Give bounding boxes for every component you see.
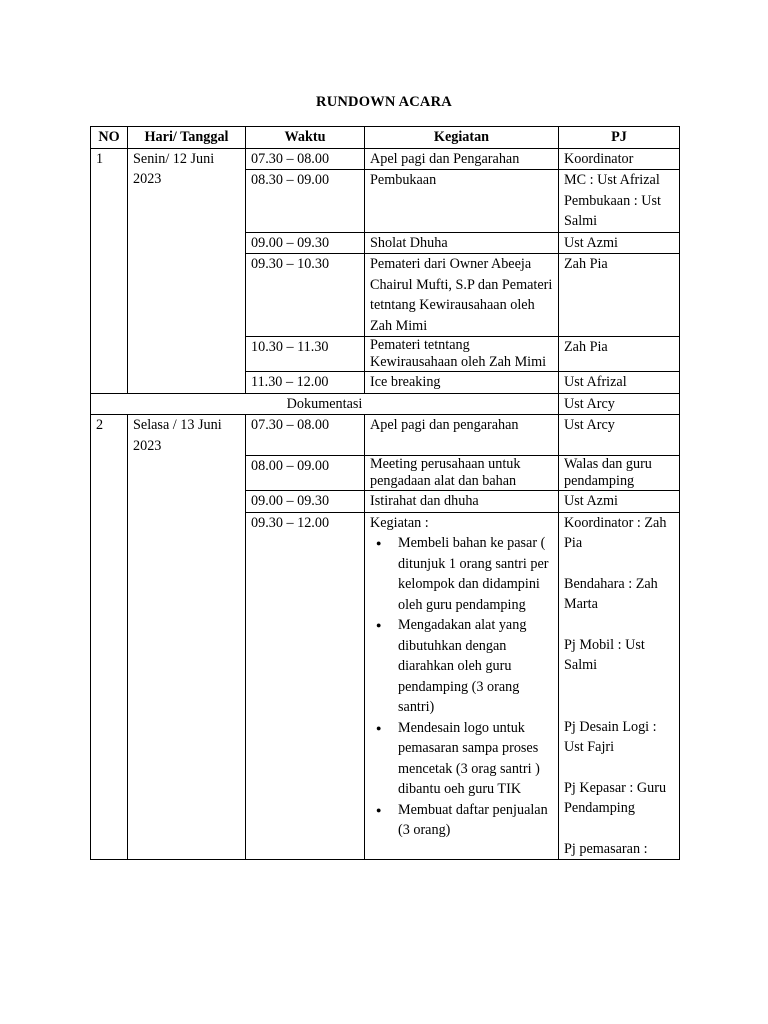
time-cell: 09.30 – 12.00 — [246, 512, 365, 860]
pj-cell: Koordinator — [559, 148, 680, 170]
table-row — [91, 415, 680, 456]
pj-car: Pj Mobil : Ust Salmi — [564, 636, 645, 673]
pj-cell: Ust Arcy — [559, 415, 680, 456]
pj-cell: Ust Arcy — [559, 393, 680, 415]
activity-intro: Kegiatan : — [370, 514, 429, 531]
day-number: 2 — [91, 415, 128, 860]
activity-cell: Ice breaking — [365, 372, 559, 394]
pj-cell: Zah Pia — [559, 337, 680, 372]
time-cell: 08.00 – 09.00 — [246, 456, 365, 491]
activity-cell: Pemateri dari Owner Abeeja Chairul Mufti, S.P dan Pemateri tetntang Kewirausahaan oleh Zah Mimi — [365, 254, 559, 337]
time-cell: 11.30 – 12.00 — [246, 372, 365, 394]
time-cell: 10.30 – 11.30 — [246, 337, 365, 372]
time-cell: 07.30 – 08.00 — [246, 148, 365, 170]
documentation-row — [91, 393, 680, 415]
header-day: Hari/ Tanggal — [128, 127, 246, 149]
pj-cell: Ust Azmi — [559, 232, 680, 254]
activity-cell: Apel pagi dan pengarahan — [365, 415, 559, 456]
pj-market: Pj Kepasar : Guru Pendamping — [564, 779, 667, 816]
activity-cell: Meeting perusahaan untuk pengadaan alat dan bahan — [365, 456, 559, 491]
documentation-label: Dokumentasi — [91, 393, 559, 415]
day-date: Senin/ 12 Juni 2023 — [128, 148, 246, 393]
list-item: ● Membeli bahan ke pasar ( ditunjuk 1 orang santri per kelompok dan didampini oleh guru pendamping — [398, 533, 553, 615]
table-row — [91, 148, 680, 170]
day-date: Selasa / 13 Juni 2023 — [128, 415, 246, 860]
activity-cell: Sholat Dhuha — [365, 232, 559, 254]
list-item: ● Mendesain logo untuk pemasaran sampa proses mencetak (3 orag santri ) dibantu oeh guru TIK — [398, 718, 553, 800]
pj-cell: MC : Ust Afrizal Pembukaan : Ust Salmi — [559, 170, 680, 233]
time-cell: 07.30 – 08.00 — [246, 415, 365, 456]
time-cell: 09.00 – 09.30 — [246, 232, 365, 254]
time-cell: 08.30 – 09.00 — [246, 170, 365, 233]
header-time: Waktu — [246, 127, 365, 149]
pj-cell: Zah Pia — [559, 254, 680, 337]
pj-coordinator: Koordinator : Zah Pia — [564, 514, 667, 551]
pj-cell: Walas dan guru pendamping — [559, 456, 680, 491]
header-no: NO — [91, 127, 128, 149]
pj-logo-design: Pj Desain Logi : Ust Fajri — [564, 718, 657, 755]
pj-cell: Ust Afrizal — [559, 372, 680, 394]
activity-cell — [365, 512, 559, 860]
pj-treasurer: Bendahara : Zah Marta — [564, 575, 658, 612]
activity-cell: Apel pagi dan Pengarahan — [365, 148, 559, 170]
rundown-table — [90, 126, 680, 860]
time-cell: 09.30 – 10.30 — [246, 254, 365, 337]
pj-marketing: Pj pemasaran : — [564, 840, 648, 857]
day-number: 1 — [91, 148, 128, 393]
list-item: ● Membuat daftar penjualan (3 orang) — [398, 800, 553, 841]
header-row — [91, 127, 680, 149]
list-item: ● Mengadakan alat yang dibutuhkan dengan diarahkan oleh guru pendamping (3 orang santri) — [398, 615, 553, 718]
activity-list — [370, 533, 553, 841]
activity-cell: Pembukaan — [365, 170, 559, 233]
pj-cell: Ust Azmi — [559, 491, 680, 513]
time-cell: 09.00 – 09.30 — [246, 491, 365, 513]
document-title: RUNDOWN ACARA — [316, 94, 452, 110]
activity-cell: Istirahat dan dhuha — [365, 491, 559, 513]
activity-cell: Pemateri tetntang Kewirausahaan oleh Zah Mimi — [365, 337, 559, 372]
pj-cell — [559, 512, 680, 860]
header-activity: Kegiatan — [365, 127, 559, 149]
header-pj: PJ — [559, 127, 680, 149]
